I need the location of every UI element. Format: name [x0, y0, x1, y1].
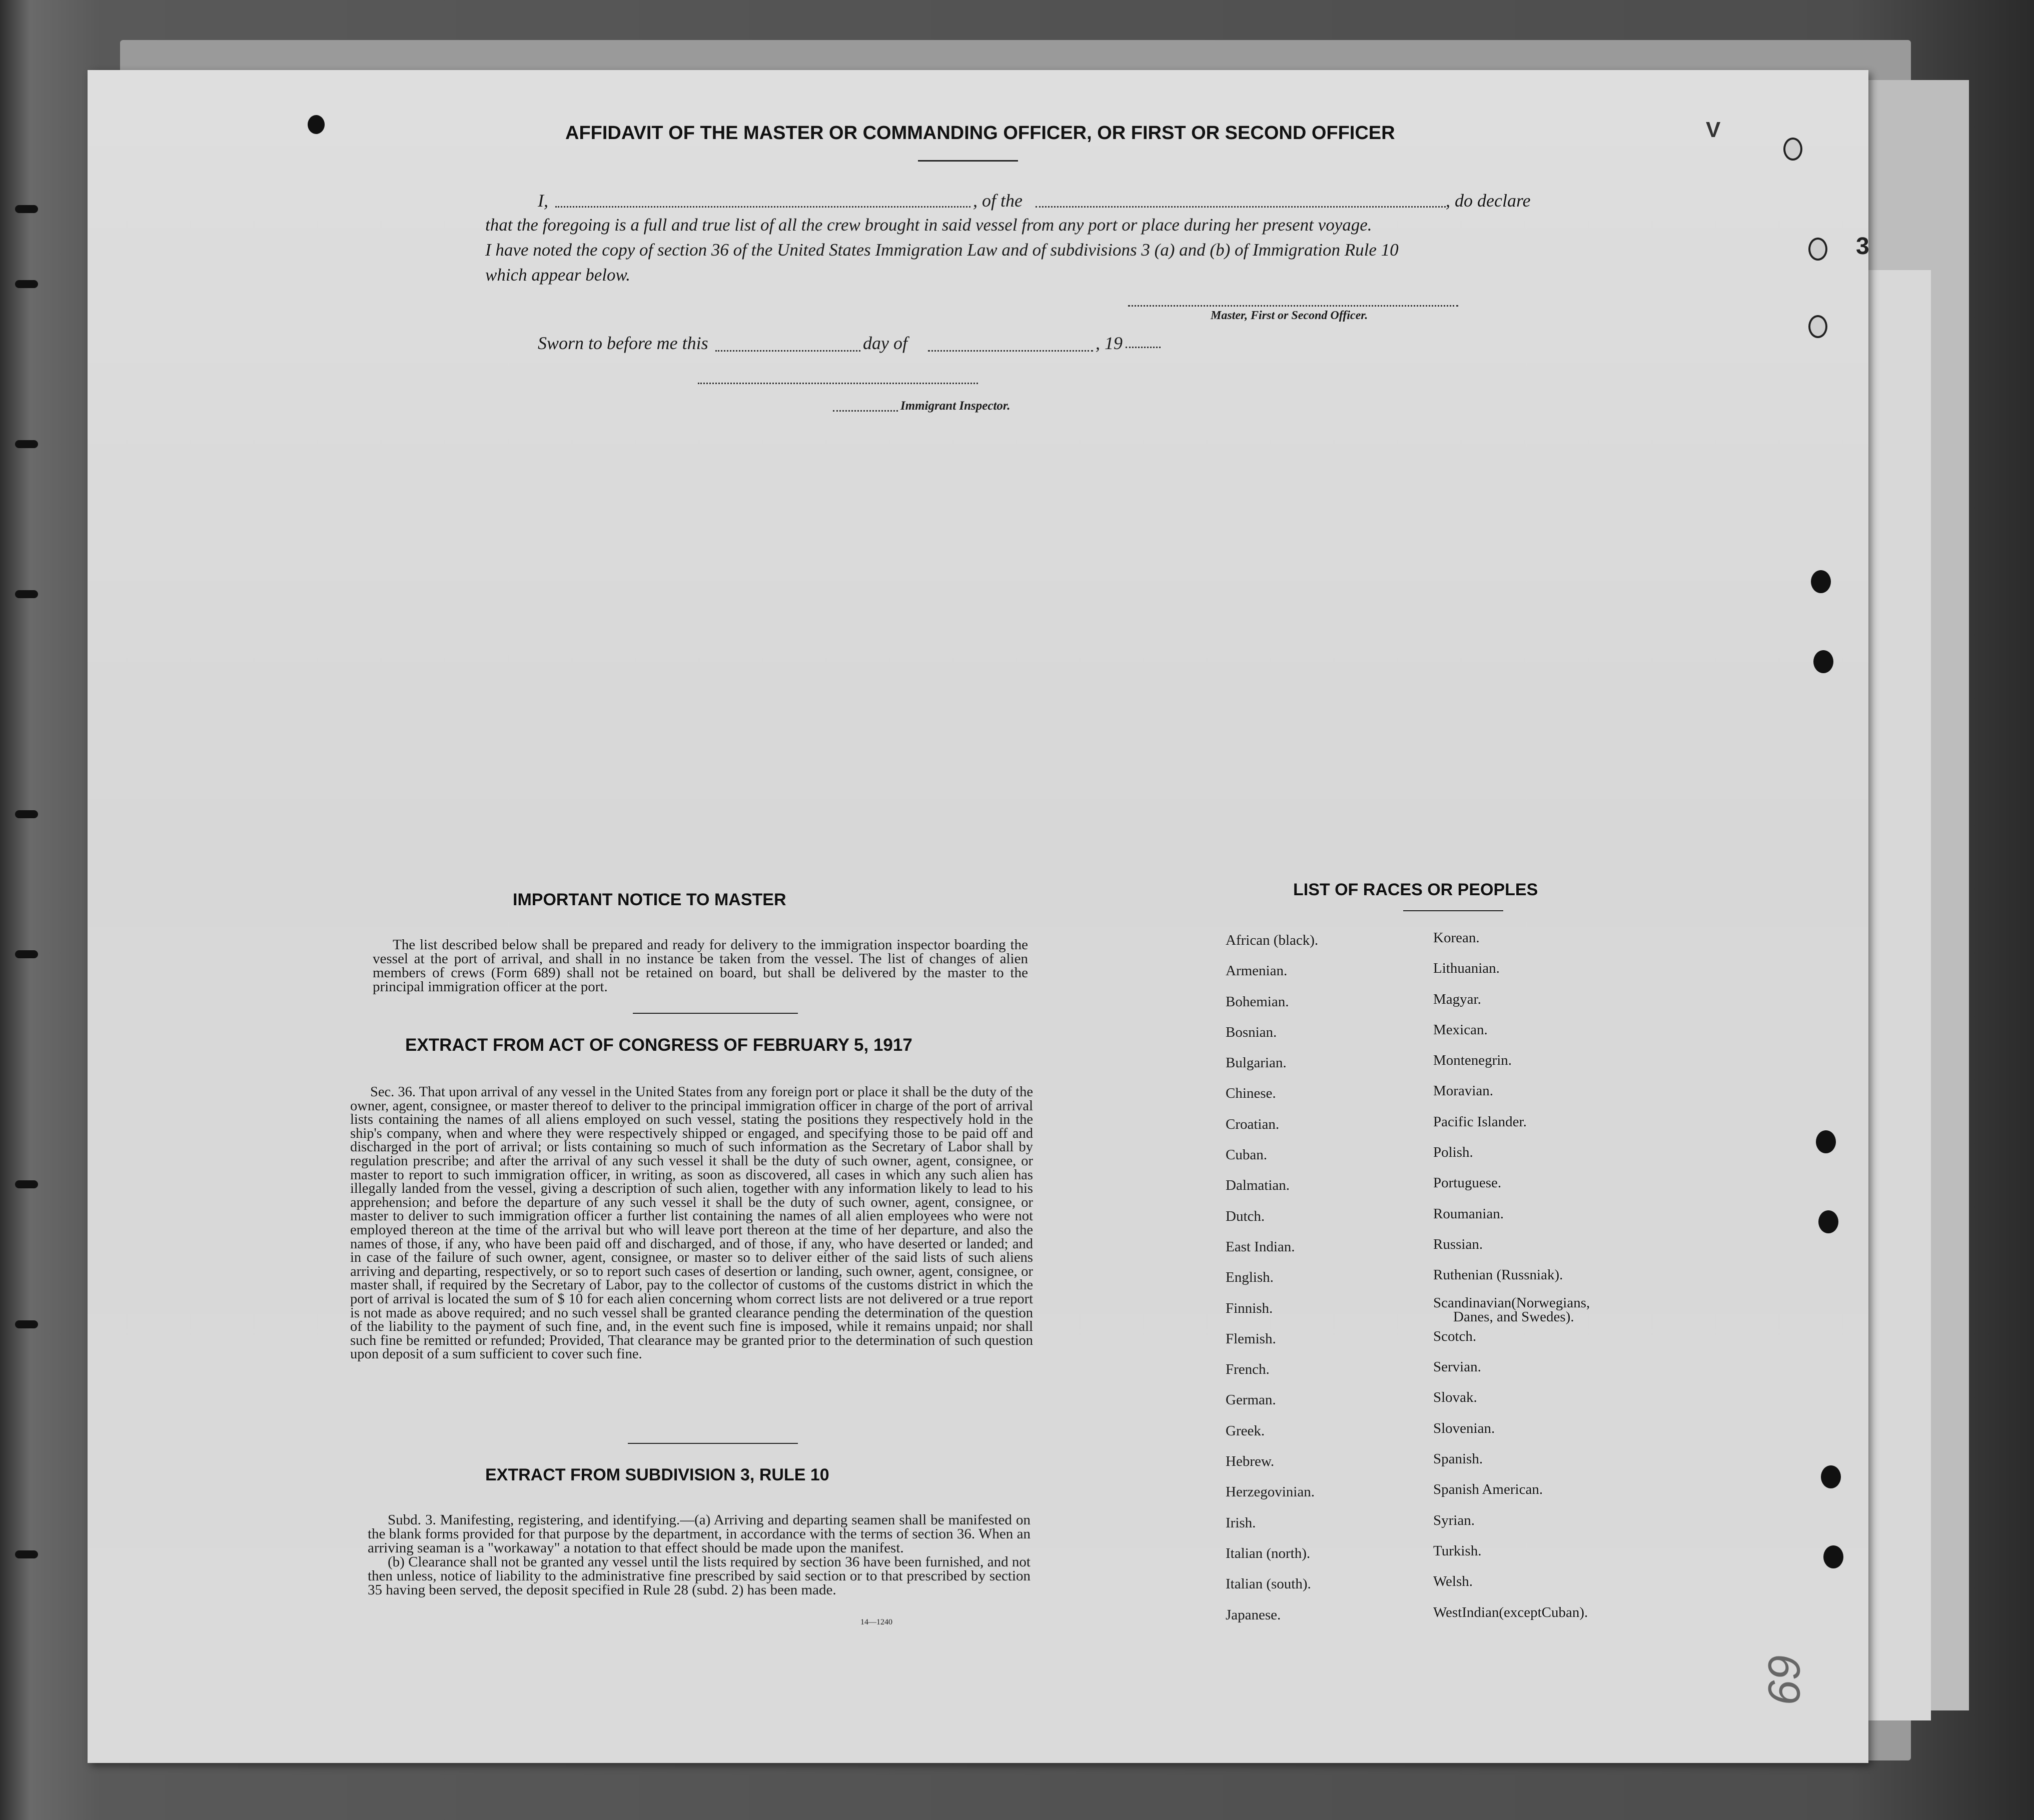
- race-item: [1433, 1296, 1590, 1326]
- race-item: Korean.: [1433, 930, 1480, 946]
- race-item: Pacific Islander.: [1433, 1113, 1527, 1130]
- binding-hole: [15, 590, 38, 598]
- punch-hole: [1823, 1545, 1843, 1568]
- notice-title: IMPORTANT NOTICE TO MASTER: [513, 890, 786, 909]
- sworn-day-of: day of: [863, 333, 907, 353]
- race-item: Magyar.: [1433, 991, 1481, 1007]
- race-item-continuation: Danes, and Swedes).: [1453, 1308, 1574, 1325]
- races-right-column: [1433, 928, 1590, 1633]
- punch-hole: [1818, 1210, 1838, 1233]
- affidavit-i: I,: [538, 191, 548, 211]
- race-item: Slovak.: [1433, 1389, 1477, 1406]
- name-blank: [555, 206, 970, 208]
- race-item: Russian.: [1433, 1236, 1483, 1252]
- affidavit-line-4: which appear below.: [485, 265, 631, 285]
- act-paragraph: Sec. 36. That upon arrival of any vessel in the United States from any foreign port or place it shall be the duty of the owner, agent, consignee, or master thereof to deliver to the principal immigration officer in charge of the port of arrival lists containing the names of all aliens employed on such vessel, stating the positions they respectively hold in the ship's company, when and where they were respectively shipped or engaged, and specifying those to be paid off and discharged in the port of arrival; or lists containing so much of such information as the Secretary of Labor shall by regulation prescribe; and after the arrival of any such vessel it shall be the duty of such owner, agent, consignee, or master to report to such immigration officer, in writing, as soon as discovered, all cases in which any such alien has illegally landed from the vessel, giving a description of such alien, together with any information likely to lead to his apprehension; and before the departure of any such vessel it shall be the duty of such owner, agent, consignee, or master to deliver to such immigration officer a further list containing the names of all alien employees who were not employed thereon at the time of the arrival but who will leave port thereon at the time of her departure, and also the names of those, if any, who have been paid off and discharged, and of those, if any, who have deserted or landed; and in case of the failure of such owner, agent, consignee, or master so to deliver either of the said lists of such aliens arriving and departing, respectively, or so to report such cases of desertion or landing, such owner, agent, consignee, or master shall, if required by the Secretary of Labor, pay to the collector of customs of the customs district in which the port of arrival is located the sum of $ 10 for each alien concerning whom correct lists are not delivered or a true report is not made as above required; and no such vessel shall be granted clearance pending the determination of the question of the liability to the payment of such fine, and, in the event such fine is imposed, while it remains unpaid; nor shall such fine be remitted or refunded; Provided, That clearance may be granted prior to the determination of such question upon deposit of a sum sufficient to cover such fine.: [350, 1084, 1033, 1362]
- manifest-page: [88, 70, 1868, 1763]
- affidavit-title: AFFIDAVIT OF THE MASTER OR COMMANDING OFFICER, OR FIRST OR SECOND OFFICER: [565, 123, 1395, 144]
- race-item: Roumanian.: [1433, 1205, 1504, 1222]
- punch-hole: [1783, 138, 1802, 161]
- corner-mark: V: [1706, 118, 1721, 142]
- divider: [1403, 910, 1503, 911]
- binding-hole: [15, 950, 38, 958]
- race-item: German.: [1226, 1392, 1276, 1408]
- race-item: Welsh.: [1433, 1573, 1473, 1590]
- race-item: Bulgarian.: [1226, 1055, 1287, 1071]
- inspector-label: Immigrant Inspector.: [900, 399, 1010, 413]
- rule-paragraph-a: Subd. 3. Manifesting, registering, and identifying.—(a) Arriving and departing seamen shall be manifested on the blank forms provided for that purpose by the department, in accordance with the terms of section 36. When an arriving seaman is a "workaway" a notation to that effect should be made upon the manifest.: [368, 1512, 1031, 1556]
- punch-hole: [308, 115, 325, 134]
- binding-hole: [15, 280, 38, 288]
- binding-hole: [15, 810, 38, 818]
- affidavit-declare: , do declare: [1446, 191, 1531, 211]
- races-left-column: [1226, 930, 1318, 1635]
- handwritten-page-number: 69: [1758, 1653, 1809, 1704]
- binding-hole: [15, 1550, 38, 1558]
- notice-paragraph: The list described below shall be prepared and ready for delivery to the immigration inspector boarding the vessel at the port of arrival, and shall in no instance be taken from the vessel. The list of changes of alien members of crews (Form 689) shall not be retained on board, but shall be delivered by the master to the principal immigration officer at the port.: [373, 937, 1028, 995]
- tab-mark: 3: [1856, 233, 1869, 260]
- race-item: Montenegrin.: [1433, 1052, 1512, 1069]
- race-item: French.: [1226, 1361, 1270, 1378]
- race-item: Croatian.: [1226, 1116, 1280, 1132]
- vessel-blank: [1036, 206, 1446, 208]
- race-item: Ruthenian (Russniak).: [1433, 1267, 1563, 1283]
- binding-hole: [15, 1320, 38, 1328]
- race-item: Dalmatian.: [1226, 1177, 1290, 1194]
- race-item: Servian.: [1433, 1359, 1481, 1375]
- race-item: African (black).: [1226, 932, 1319, 948]
- race-item: Flemish.: [1226, 1330, 1276, 1347]
- signature-blank: [1128, 305, 1458, 307]
- punch-hole: [1813, 650, 1833, 673]
- race-item: Herzegovinian.: [1226, 1484, 1315, 1500]
- punch-hole: [1808, 315, 1827, 338]
- binding-hole: [15, 205, 38, 213]
- affidavit-of-the: , of the: [973, 191, 1023, 211]
- sworn-text: Sworn to before me this: [538, 333, 708, 353]
- signature-label: Master, First or Second Officer.: [1211, 309, 1368, 322]
- race-item: Mexican.: [1433, 1021, 1488, 1038]
- punch-hole: [1821, 1465, 1841, 1488]
- rule-paragraph-b: (b) Clearance shall not be granted any vessel until the lists required by section 36 have been furnished, and not then unless, notice of liability to the administrative fine prescribed by said section or to that prescribed by section 35 having been served, the deposit specified in Rule 28 (subd. 2) has been made.: [368, 1554, 1031, 1598]
- notice-body: [373, 938, 1028, 994]
- race-item: Chinese.: [1226, 1085, 1276, 1102]
- year-blank: [1126, 347, 1161, 348]
- race-item: WestIndian(exceptCuban).: [1433, 1604, 1588, 1620]
- month-blank: [928, 350, 1093, 352]
- race-item: Moravian.: [1433, 1083, 1493, 1099]
- race-item: Cuban.: [1226, 1147, 1267, 1163]
- race-item: Turkish.: [1433, 1542, 1482, 1559]
- act-title: EXTRACT FROM ACT OF CONGRESS OF FEBRUARY 5, 1917: [405, 1035, 912, 1055]
- rule-title: EXTRACT FROM SUBDIVISION 3, RULE 10: [485, 1465, 829, 1484]
- race-item: Hebrew.: [1226, 1453, 1275, 1470]
- race-item: Dutch.: [1226, 1208, 1265, 1224]
- act-body: [350, 1085, 1033, 1361]
- race-item: Bohemian.: [1226, 993, 1289, 1010]
- divider: [918, 160, 1018, 162]
- race-item: Spanish.: [1433, 1451, 1483, 1467]
- race-item: East Indian.: [1226, 1238, 1295, 1255]
- race-item: Scotch.: [1433, 1328, 1477, 1344]
- race-item: Armenian.: [1226, 963, 1288, 979]
- race-item: Lithuanian.: [1433, 960, 1500, 977]
- race-item: Polish.: [1433, 1144, 1473, 1161]
- race-item: Spanish American.: [1433, 1481, 1543, 1498]
- divider: [628, 1443, 798, 1444]
- race-item: Japanese.: [1226, 1606, 1281, 1623]
- inspector-blank-2: [833, 410, 898, 412]
- race-item: Italian (north).: [1226, 1545, 1311, 1561]
- race-item: Portuguese.: [1433, 1175, 1502, 1191]
- race-item: English.: [1226, 1269, 1274, 1286]
- divider: [633, 1013, 798, 1014]
- binding-hole: [15, 440, 38, 448]
- race-item: Bosnian.: [1226, 1024, 1277, 1040]
- punch-hole: [1816, 1130, 1836, 1153]
- race-item: Syrian.: [1433, 1512, 1475, 1528]
- day-blank: [715, 350, 860, 352]
- race-item: Finnish.: [1226, 1300, 1273, 1316]
- punch-hole: [1811, 570, 1831, 593]
- inspector-blank: [698, 383, 978, 384]
- race-item-line: Scandinavian(Norwegians,: [1433, 1294, 1590, 1311]
- affidavit-line-2: that the foregoing is a full and true list of all the crew brought in said vessel from any port or place during her present voyage.: [485, 215, 1372, 235]
- binding-hole: [15, 1180, 38, 1188]
- sworn-year: , 19: [1096, 333, 1123, 353]
- form-number: 14—1240: [860, 1618, 892, 1626]
- affidavit-line-3: I have noted the copy of section 36 of the United States Immigration Law and of subdivisions 3 (a) and (b) of Immigration Rule 10: [485, 240, 1399, 260]
- race-item: Slovenian.: [1433, 1420, 1495, 1436]
- race-item: Italian (south).: [1226, 1576, 1311, 1592]
- punch-hole: [1808, 238, 1827, 261]
- races-title: LIST OF RACES OR PEOPLES: [1293, 880, 1538, 899]
- race-item: Irish.: [1226, 1514, 1256, 1531]
- rule-body: [368, 1513, 1031, 1597]
- race-item: Greek.: [1226, 1422, 1265, 1439]
